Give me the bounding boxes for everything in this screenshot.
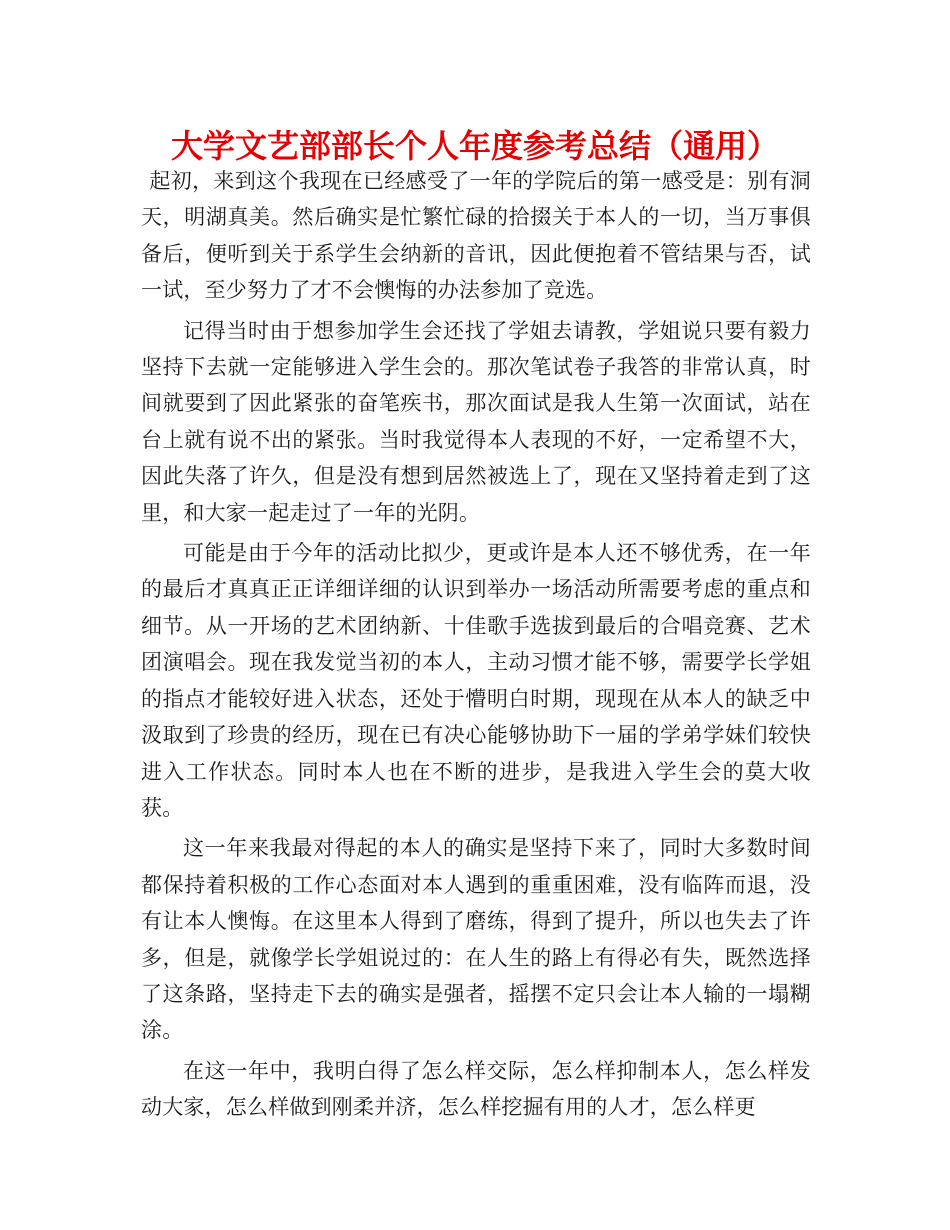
paragraph-5: 在这一年中，我明白得了怎么样交际，怎么样抑制本人，怎么样发动大家，怎么样做到刚柔并济，怎么样挖掘有用的人才，怎么样更 (141, 1058, 811, 1120)
paragraph-3: 可能是由于今年的活动比拟少，更或许是本人还不够优秀，在一年的最后才真真正正详细详细的认识到举办一场活动所需要考虑的重点和细节。从一开场的艺术团纳新、十佳歌手选拔到最后的合唱竞赛、艺术团演唱会。现在我发觉当初的本人，主动习惯才能不够，需要学长学姐的指点才能较好进入状态，还处于懵明白时期，现现在从本人的缺乏中汲取到了珍贵的经历，现在已有决心能够协助下一届的学弟学妹们较快进入工作状态。同时本人也在不断的进步，是我进入学生会的莫大收获。 (141, 541, 811, 820)
paragraph-4: 这一年来我最对得起的本人的确实是坚持下来了，同时大多数时间都保持着积极的工作心态面对本人遇到的重重困难，没有临阵而退，没有让本人懊悔。在这里本人得到了磨练，得到了提升，所以也失去了许多，但是，就像学长学姐说过的：在人生的路上有得必有失，既然选择了这条路，坚持走下去的确实是强者，摇摆不定只会让本人输的一塌糊涂。 (141, 836, 811, 1043)
document-body (141, 163, 811, 1130)
paragraph-2: 记得当时由于想参加学生会还找了学姐去请教，学姐说只要有毅力坚持下去就一定能够进入学生会的。那次笔试卷子我答的非常认真，时间就要到了因此紧张的奋笔疾书，那次面试是我人生第一次面试，站在台上就有说不出的紧张。当时我觉得本人表现的不好，一定希望不大，因此失落了许久，但是没有想到居然被选上了，现在又坚持着走到了这里，和大家一起走过了一年的光阴。 (141, 318, 811, 525)
document-title: 大学文艺部部长个人年度参考总结（通用） (170, 127, 779, 165)
paragraph-1: 起初，来到这个我现在已经感受了一年的学院后的第一感受是：别有洞天，明湖真美。然后确实是忙繁忙碌的拾掇关于本人的一切，当万事俱备后，便听到关于系学生会纳新的音讯，因此便抱着不管结果与否，试一试，至少努力了才不会懊悔的办法参加了竞选。 (141, 169, 811, 303)
